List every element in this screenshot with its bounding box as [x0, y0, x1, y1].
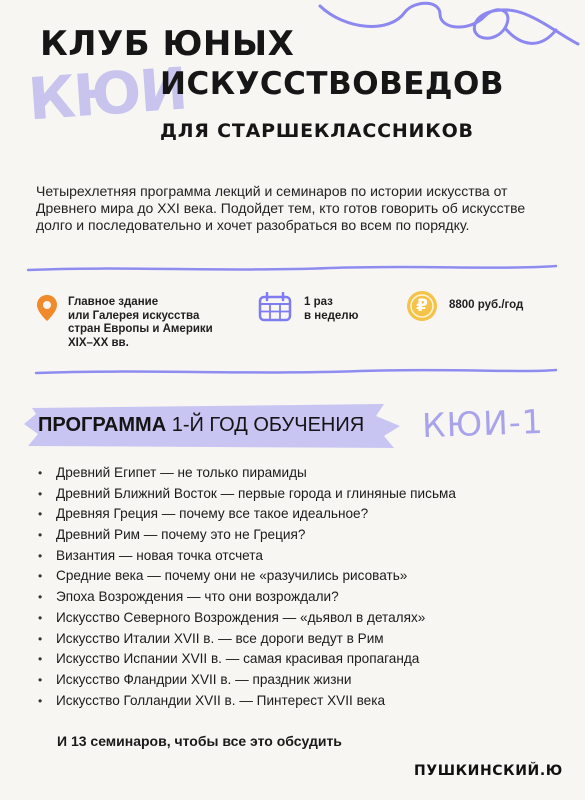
list-item: • Искусство Фландрии XVII в. — праздник жизни: [38, 670, 456, 691]
frequency-line: 1 раз: [304, 296, 333, 308]
price-text: 8800 руб./год: [449, 299, 524, 311]
list-item: • Искусство Голландии XVII в. — Пинтерест XVII века: [38, 691, 456, 712]
list-item: • Искусство Испании XVII в. — самая красивая пропаганда: [38, 649, 456, 670]
topics-list: [38, 463, 456, 711]
location-line: XIX–XX вв.: [68, 336, 129, 349]
program-title-rest: 1-Й ГОД ОБУЧЕНИЯ: [166, 414, 365, 436]
list-item: • Древний Ближний Восток — первые города и глиняные письма: [38, 484, 456, 505]
seminars-note: И 13 семинаров, чтобы все это обсудить: [57, 733, 342, 749]
list-item: • Искусство Северного Возрождения — «дьявол в деталях»: [38, 608, 456, 629]
footer-logo: ПУШКИНСКИЙ.Ю: [414, 763, 563, 779]
list-item: • Эпоха Возрождения — что они возрождали?: [38, 587, 456, 608]
currency-symbol: ₽: [416, 296, 428, 315]
list-item: • Искусство Италии XVII в. — все дороги ведут в Рим: [38, 629, 456, 650]
title-line-2: ИСКУССТВОВЕДОВ: [160, 66, 504, 102]
list-item: • Средние века — почему они не «разучились рисовать»: [38, 566, 456, 587]
frequency-line: в неделю: [304, 309, 359, 322]
list-item: • Древний Рим — почему это не Греция?: [38, 525, 456, 546]
location-pin-icon: [36, 294, 58, 322]
list-item: • Древний Египет — не только пирамиды: [38, 463, 456, 484]
title-line-1: КЛУБ ЮНЫХ: [40, 24, 295, 64]
list-item: • Византия — новая точка отсчета: [38, 546, 456, 567]
subtitle: ДЛЯ СТАРШЕКЛАССНИКОВ: [160, 120, 474, 142]
background-kyui-letters: КЮИ: [25, 54, 189, 134]
calendar-icon: [258, 292, 292, 322]
program-title: [38, 414, 364, 437]
location-line: Главное здание: [68, 296, 159, 308]
location-line: стран Европы и Америки: [68, 323, 213, 335]
list-item: • Древняя Греция — почему все такое идеальное?: [38, 504, 456, 525]
location-line: или Галерея искусства: [68, 309, 200, 322]
program-title-bold: ПРОГРАММА: [38, 414, 167, 436]
intro-paragraph: Четырехлетняя программа лекций и семинаров по истории искусства от Древнего мира до XXI века. Подойдет тем, кто готов говорить об искусстве долго и последовательно и хочет разобраться во всем по порядку.: [36, 183, 526, 233]
program-badge: КЮИ-1: [421, 401, 545, 446]
